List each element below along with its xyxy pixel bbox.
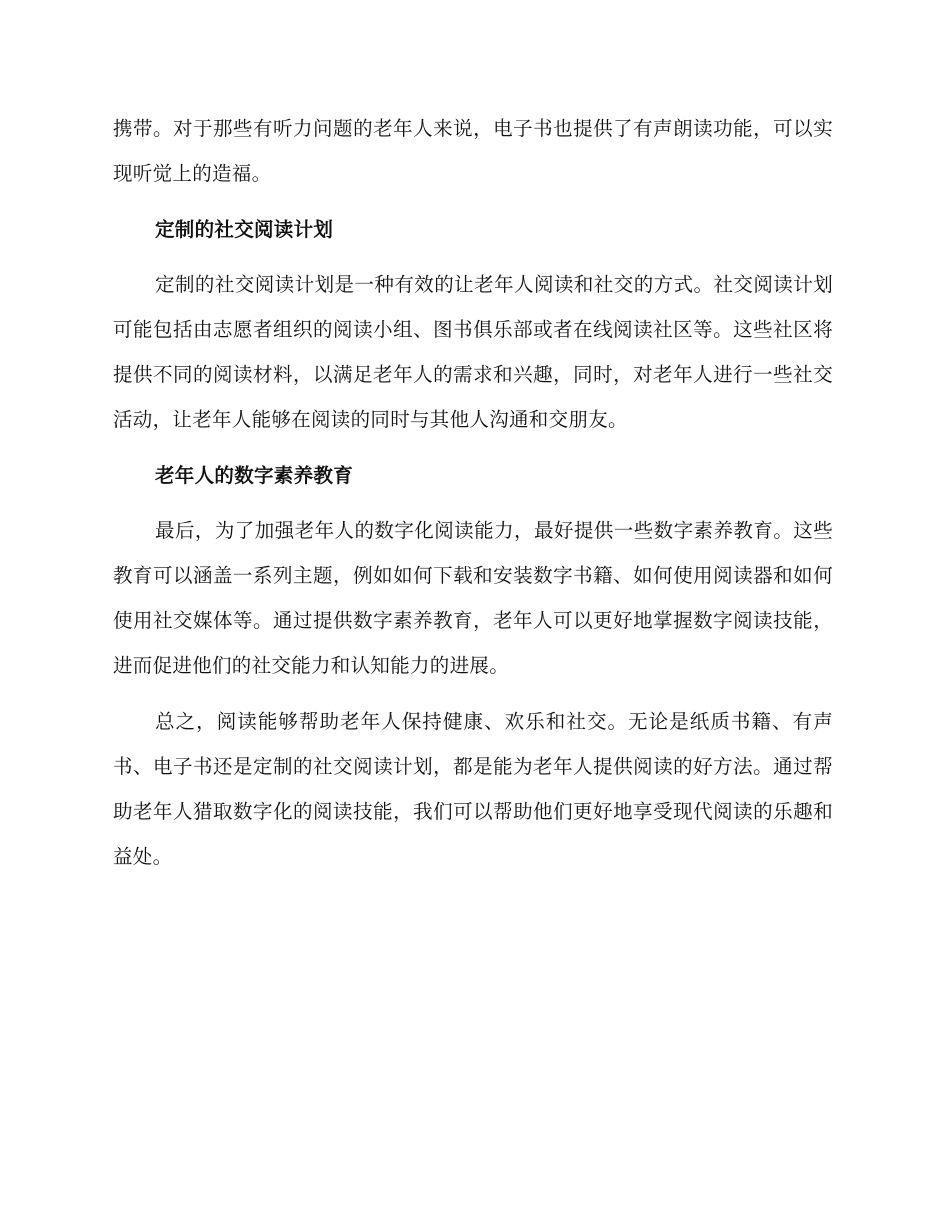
paragraph-continuation: 携带。对于那些有听力问题的老年人来说，电子书也提供了有声朗读功能，可以实现听觉上的造福。	[113, 117, 833, 185]
paragraph-social-reading: 定制的社交阅读计划是一种有效的让老年人阅读和社交的方式。社交阅读计划可能包括由志愿者组织的阅读小组、图书俱乐部或者在线阅读社区等。这些社区将提供不同的阅读材料，以满足老年人的需求和兴趣，同时，对老年人进行一些社交活动，让老年人能够在阅读的同时与其他人沟通和交朋友。	[113, 273, 833, 431]
section-heading-social-reading: 定制的社交阅读计划	[155, 218, 334, 241]
paragraph-digital-literacy: 最后，为了加强老年人的数字化阅读能力，最好提供一些数字素养教育。这些教育可以涵盖一系列主题，例如如何下载和安装数字书籍、如何使用阅读器和如何使用社交媒体等。通过提供数字素养教育，老年人可以更好地掌握数字阅读技能，进而促进他们的社交能力和认知能力的进展。	[113, 519, 833, 677]
paragraph-conclusion: 总之，阅读能够帮助老年人保持健康、欢乐和社交。无论是纸质书籍、有声书、电子书还是定制的社交阅读计划，都是能为老年人提供阅读的好方法。通过帮助老年人猎取数字化的阅读技能，我们可以帮助他们更好地享受现代阅读的乐趣和益处。	[113, 710, 833, 868]
section-heading-digital-literacy: 老年人的数字素养教育	[155, 464, 354, 487]
document-body	[113, 106, 833, 879]
